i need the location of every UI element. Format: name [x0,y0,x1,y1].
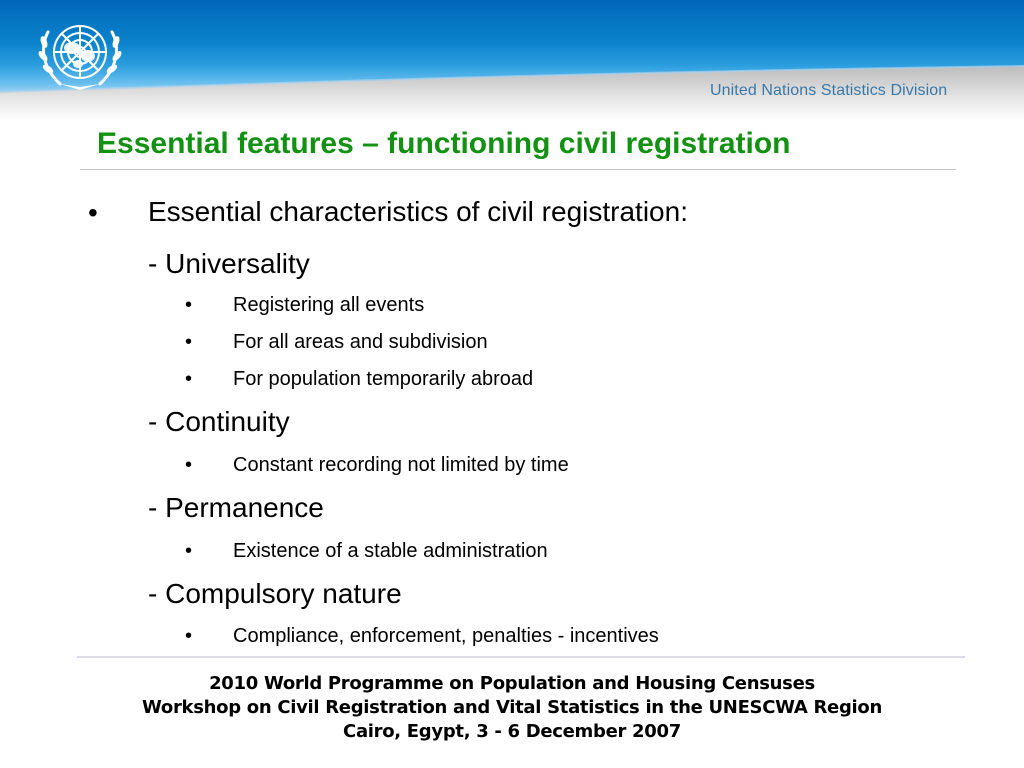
organization-name: United Nations Statistics Division [710,82,948,99]
footer-line-location-date: Cairo, Egypt, 3 - 6 December 2007 [343,721,681,742]
main-bullet-text: Essential characteristics of civil registration: [148,196,688,227]
list-item: Registering all events [233,294,425,316]
list-item: Existence of a stable administration [233,540,548,562]
section-heading-continuity: - Continuity [148,406,290,437]
list-item: For population temporarily abroad [233,368,534,390]
section-heading-compulsory-nature: - Compulsory nature [148,578,402,609]
footer-line-programme: 2010 World Programme on Population and Housing Censuses [209,673,815,694]
main-bullet-marker: • [88,197,98,228]
sub-bullet-marker: • [185,331,193,353]
sub-bullet-marker: • [185,454,193,476]
title-divider [80,169,956,170]
header-banner [0,0,1024,120]
footer-divider [77,656,965,658]
footer [0,672,1024,744]
section-heading-permanence: - Permanence [148,492,324,523]
list-item: Compliance, enforcement, penalties - incentives [233,625,659,647]
sub-bullet-marker: • [185,540,193,562]
un-emblem-icon [30,12,130,94]
slide-title: Essential features – functioning civil registration [97,127,791,160]
list-item: Constant recording not limited by time [233,454,569,476]
sub-bullet-marker: • [185,625,193,647]
sub-bullet-marker: • [185,294,193,316]
list-item: For all areas and subdivision [233,331,488,353]
footer-line-workshop: Workshop on Civil Registration and Vital Statistics in the UNESCWA Region [142,697,882,718]
section-heading-universality: - Universality [148,248,310,279]
header-swoosh [0,0,1024,120]
sub-bullet-marker: • [185,368,193,390]
